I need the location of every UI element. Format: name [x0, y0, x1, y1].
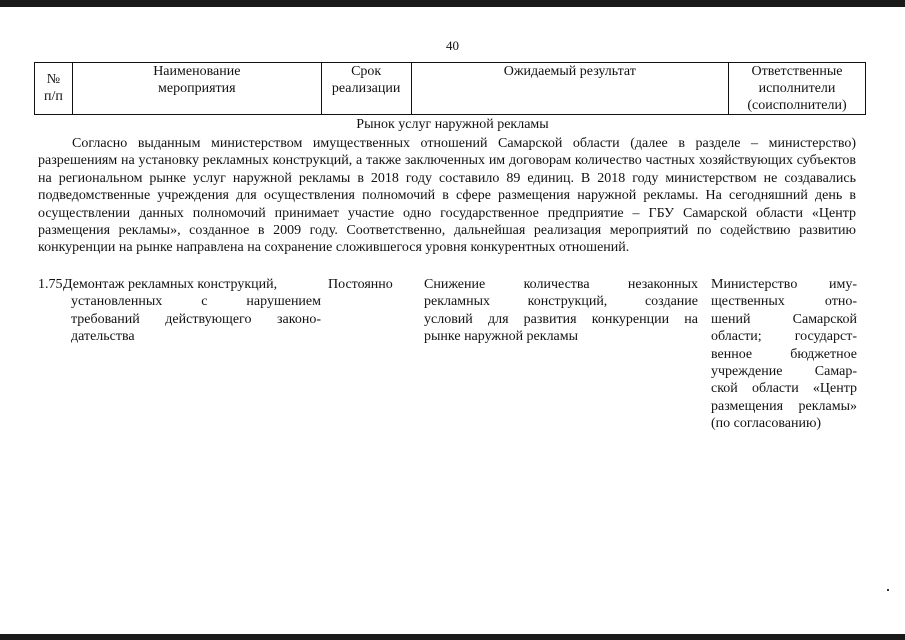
row-result-line: Снижение количества незаконных [424, 277, 698, 292]
row-result-line: условий для развития конкуренции на [424, 311, 698, 327]
table-header-row [35, 63, 866, 115]
row-term: Постоянно [328, 277, 393, 292]
row-result-line: рынке наружной рекламы [424, 329, 579, 345]
row-result [424, 276, 698, 346]
row-number: 1.75. [38, 277, 66, 292]
row-name-line: дательства [71, 329, 135, 345]
row-name-line: Демонтаж рекламных конструкций, [63, 277, 278, 292]
table-header [34, 62, 866, 115]
section-paragraph: Согласно выданным министерством имущественных отношений Самарской области (далее в разделе – министерство) разрешениям на установку рекламных конструкций, а также заключенных им договорам количество частных хозяйствующих субъектов на региональном рынке услуг наружной рекламы в 2018 году составило 89 единиц. В 2018 году министерством не создавались подведомственные учреждения для осуществления полномочий в сфере размещения наружной рекламы. На сегодняшний день в осуществлении данных полномочий принимает участие одно государственное предприятие – ГБУ Самарской области «Центр размещения рекламы», созданное в 2009 году. Соответственно, дальнейшая реализация мероприятий по содействию развитию конкуренции на рынке направлена на сохранение сложившегося уровня конкурентных отношений. [38, 136, 856, 256]
header-name [72, 63, 321, 115]
scan-speck [887, 589, 889, 591]
header-term-text: Срок реализации [331, 64, 401, 96]
header-responsible-text: Ответственные исполнители (соисполнители) [747, 64, 847, 113]
header-term [321, 63, 411, 115]
row-responsible-line: ской области «Центр [711, 381, 857, 397]
row-responsible-line: области; государст- [711, 329, 857, 345]
header-number-text: № п/п [44, 72, 63, 104]
row-result-line: рекламных конструкций, создание [424, 294, 698, 310]
row-responsible-line: учреждение Самар- [711, 364, 857, 380]
row-responsible-line: щественных отно- [711, 294, 857, 310]
page-number: 40 [446, 38, 459, 53]
header-name-text: Наименование мероприятия [153, 64, 241, 96]
row-name-line: установленных с нарушением [71, 294, 321, 310]
row-responsible-line: размещения рекламы» [711, 398, 857, 414]
row-responsible-line: (по согласованию) [711, 416, 822, 432]
top-border-rule [0, 0, 905, 7]
section-title: Рынок услуг наружной рекламы [356, 117, 549, 132]
header-result [411, 63, 728, 115]
row-responsible-line: венное бюджетное [711, 346, 857, 362]
bottom-border-rule [0, 634, 905, 640]
row-name-line: требований действующего законо- [71, 311, 321, 327]
row-responsible-line: шений Самарской [711, 311, 857, 327]
header-number [35, 63, 73, 115]
row-responsible-line: Министерство иму- [711, 277, 857, 292]
row-responsible [711, 276, 857, 433]
row-name [63, 276, 321, 346]
header-responsible [729, 63, 866, 115]
header-result-text: Ожидаемый результат [503, 64, 636, 79]
